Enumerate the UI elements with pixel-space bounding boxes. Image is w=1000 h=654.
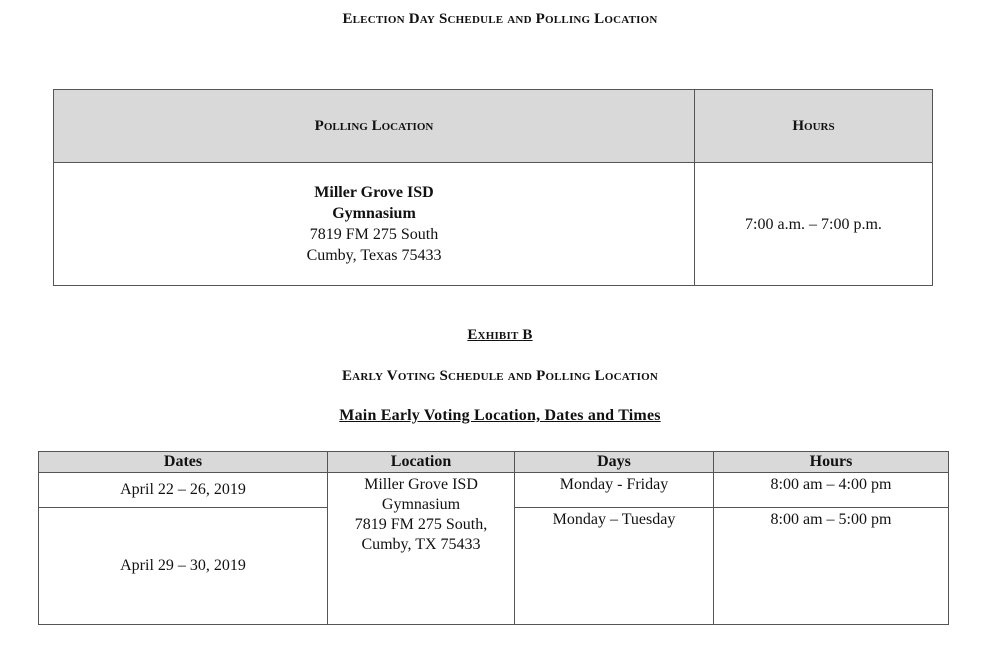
location-line: Gymnasium [381,496,461,513]
dates-cell: April 29 – 30, 2019 [39,508,328,625]
days-cell: Monday – Tuesday [515,508,714,625]
location-building: Gymnasium [332,205,416,222]
election-day-table [53,89,933,286]
location-header: Location [328,452,515,473]
hours-cell: 7:00 a.m. – 7:00 p.m. [695,163,933,286]
location-city: Cumby, Texas 75433 [306,247,442,264]
table-header-row [54,90,933,163]
hours-header: Hours [714,452,949,473]
location-cell [328,473,515,625]
location-street: 7819 FM 275 South [309,226,439,243]
hours-cell: 8:00 am – 4:00 pm [714,473,949,508]
polling-location-cell [54,163,695,286]
early-voting-table [38,451,949,625]
polling-location-header: Polling Location [54,90,695,163]
table-header-row [39,452,949,473]
table-row [54,163,933,286]
election-day-heading: Election Day Schedule and Polling Location [342,11,658,27]
location-line: 7819 FM 275 South, [354,516,488,533]
early-voting-heading: Early Voting Schedule and Polling Location [341,368,659,384]
early-voting-subheading: Main Early Voting Location, Dates and Times [339,407,661,424]
exhibit-label: Exhibit B [467,327,533,343]
days-header: Days [515,452,714,473]
dates-cell: April 22 – 26, 2019 [39,473,328,508]
location-line: Miller Grove ISD [364,476,478,493]
dates-header: Dates [39,452,328,473]
days-cell: Monday - Friday [515,473,714,508]
hours-header: Hours [695,90,933,163]
location-name: Miller Grove ISD [314,184,434,201]
table-row [39,473,949,508]
location-line: Cumby, TX 75433 [361,536,481,553]
hours-cell: 8:00 am – 5:00 pm [714,508,949,625]
